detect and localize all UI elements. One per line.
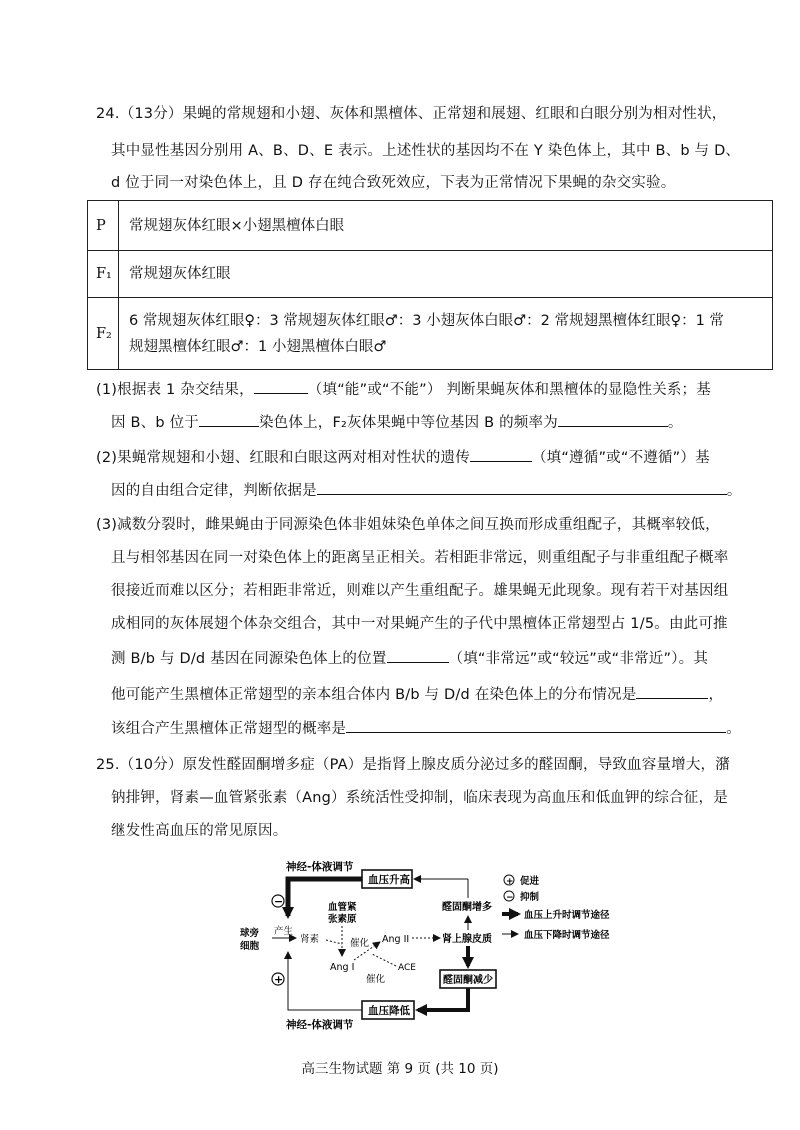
sub1-text-d: 染色体上，F₂灰体果蝇中等位基因 B 的频率为 [258, 415, 558, 431]
q24-sub3-line-2: 且与相邻基因在同一对染色体上的距离呈正相关。若相距非常远，则重组配子与非重组配子概率 [111, 550, 729, 566]
q24-sub3-line-6 [111, 682, 723, 706]
sub2-text-b: （填“遵循”或“不遵循”）基 [531, 450, 710, 466]
renin-catalyze-line [326, 940, 342, 944]
ang2-label: Ang II [382, 934, 410, 945]
q24-sub3-line-3: 很接近而难以区分；若相距非常近，则难以产生重组配子。雄果蝇无此现象。现有若干对基因组 [111, 583, 729, 599]
f2-description [119, 298, 773, 370]
catalyze-label-1: 催化 [350, 938, 370, 949]
answer-blank-8[interactable] [346, 716, 726, 733]
legend-promote-symbol: + [506, 877, 514, 887]
sub1-text-e: 。 [667, 415, 683, 431]
f1-description: 常规翅灰体红眼 [119, 251, 773, 298]
legend-promote-label: 促进 [520, 876, 540, 887]
regulation-diagram [230, 858, 650, 1034]
legend-inhibit-symbol: − [506, 893, 514, 903]
q24-sub3-line-5 [111, 646, 708, 670]
angiotensinogen-label-1: 血管紧 [328, 902, 357, 913]
ald-down-path [422, 988, 468, 1010]
sub2-text-a: (2)果蝇常规翅和小翅、红眼和白眼这两对相对性状的遗传 [96, 450, 470, 466]
answer-blank-2[interactable] [199, 410, 259, 427]
answer-blank-7[interactable] [636, 682, 708, 699]
cells-label-1: 球旁 [240, 928, 260, 939]
answer-blank-6[interactable] [387, 646, 449, 663]
f2-line-2: 规翅黑檀体红眼♂：1 小翅黑檀体白眼♂ [129, 338, 387, 355]
sub3-text-6a: 他可能产生黑檀体正常翅型的亲本组合体内 B/b 与 D/d 在染色体上的分布情况是 [111, 687, 637, 703]
q24-sub2-line-2 [111, 478, 742, 502]
adrenal-label: 肾上腺皮质 [442, 934, 492, 945]
ace-label: ACE [398, 963, 416, 973]
answer-blank-4[interactable] [470, 445, 532, 462]
q24-sub1-line-1 [96, 377, 711, 401]
q24-sub2-line-1 [96, 445, 710, 469]
q24-line-3: d 位于同一对染色体上，且 D 存在纯合致死效应，下表为正常情况下果蝇的杂交实验。 [111, 175, 676, 191]
bp-down-label: 血压降低 [368, 1005, 410, 1017]
q24-sub3-line-4: 成相同的灰体展翅个体杂交组合，其中一对果蝇产生的子代中黑檀体正常翅型占 1/5。由此可推 [111, 616, 728, 632]
legend-inhibit-label: 抑制 [520, 892, 540, 903]
bottom-regulation-label: 神经-体液调节 [286, 1019, 354, 1031]
generation-label-p: P [88, 201, 119, 251]
cross-table [87, 200, 773, 370]
aldosterone-up-label: 醛固酮增多 [442, 902, 492, 913]
aldosterone-down-label: 醛固酮减少 [443, 975, 493, 986]
generation-label-f1: F₁ [88, 251, 119, 298]
sub1-text-b: （填“能”或“不能”） 判断果蝇灰体和黑檀体的显隐性关系；基 [307, 382, 711, 398]
answer-blank-3[interactable] [558, 410, 668, 427]
q24-line-2: 其中显性基因分别用 A、B、D、E 表示。上述性状的基因均不在 Y 染色体上，其中 B、b 与 D、 [111, 143, 741, 159]
sub3-text-6b: ， [708, 687, 724, 703]
f2-line-1: 6 常规翅灰体红眼♀：3 常规翅灰体红眼♂：3 小翅灰体白眼♂：2 常规翅黑檀体红眼♀：1 常 [129, 312, 724, 329]
q25-line-1: 25.（10分）原发性醛固酮增多症（PA）是指肾上腺皮质分泌过多的醛固酮，导致血容量增大，潴 [96, 757, 730, 773]
table-row-f2 [88, 298, 773, 370]
sub3-text-7b: 。 [726, 721, 741, 737]
answer-blank-5[interactable] [317, 478, 727, 495]
q24-sub3-line-7 [111, 716, 741, 740]
legend-down-path-label: 血压下降时调节途径 [524, 930, 610, 941]
q24-line-1: 24.（13分）果蝇的常规翅和小翅、灰体和黑檀体、正常翅和展翅、红眼和白眼分别为相对性状， [96, 106, 727, 122]
ace-line [372, 954, 396, 966]
bp-up-label: 血压升高 [368, 874, 410, 886]
sub3-text-7a: 该组合产生黑檀体正常翅型的概率是 [111, 721, 347, 737]
p-description: 常规翅灰体红眼×小翅黑檀体白眼 [119, 201, 773, 251]
q24-sub3-line-1: (3)减数分裂时，雌果蝇由于同源染色体非姐妹染色单体之间互换而形成重组配子，其概率较低， [96, 517, 720, 533]
q24-sub1-line-2 [111, 410, 683, 434]
sub1-text-c: 因 B、b 位于 [111, 415, 199, 431]
table-row-f1 [88, 251, 773, 298]
generation-label-f2: F₂ [88, 298, 119, 370]
legend-up-path-label: 血压上升时调节途径 [524, 910, 610, 921]
produce-label: 产生 [274, 926, 294, 937]
ang1-label: Ang I [330, 962, 355, 973]
page-footer: 高三生物试题 第 9 页 (共 10 页) [301, 1061, 499, 1077]
sub1-text-a: (1)根据表 1 杂交结果， [96, 382, 254, 398]
sub2-text-c: 因的自由组合定律，判断依据是 [111, 483, 317, 499]
q25-line-2: 钠排钾，肾素—血管紧张素（Ang）系统活性受抑制，临床表现为高血压和低血钾的综合征，是 [111, 790, 728, 806]
catalyze-label-2: 催化 [366, 974, 386, 985]
angiotensinogen-label-2: 张素原 [328, 914, 357, 925]
sub3-text-5a: 测 B/b 与 D/d 基因在同源染色体上的位置 [111, 651, 387, 667]
sub3-text-5b: （填“非常远”或“较远”或“非常近”）。其 [448, 651, 709, 667]
table-row-p [88, 201, 773, 251]
answer-blank-1[interactable] [254, 377, 308, 394]
cells-label-2: 细胞 [240, 941, 260, 952]
renin-label: 肾素 [300, 934, 320, 945]
sub2-text-d: 。 [726, 483, 742, 499]
inhibit-sign-top-text: − [274, 895, 284, 908]
promote-sign-bottom-text: + [274, 973, 284, 986]
top-regulation-label: 神经-体液调节 [286, 861, 354, 873]
q25-line-3: 继发性高血压的常见原因。 [111, 823, 288, 839]
